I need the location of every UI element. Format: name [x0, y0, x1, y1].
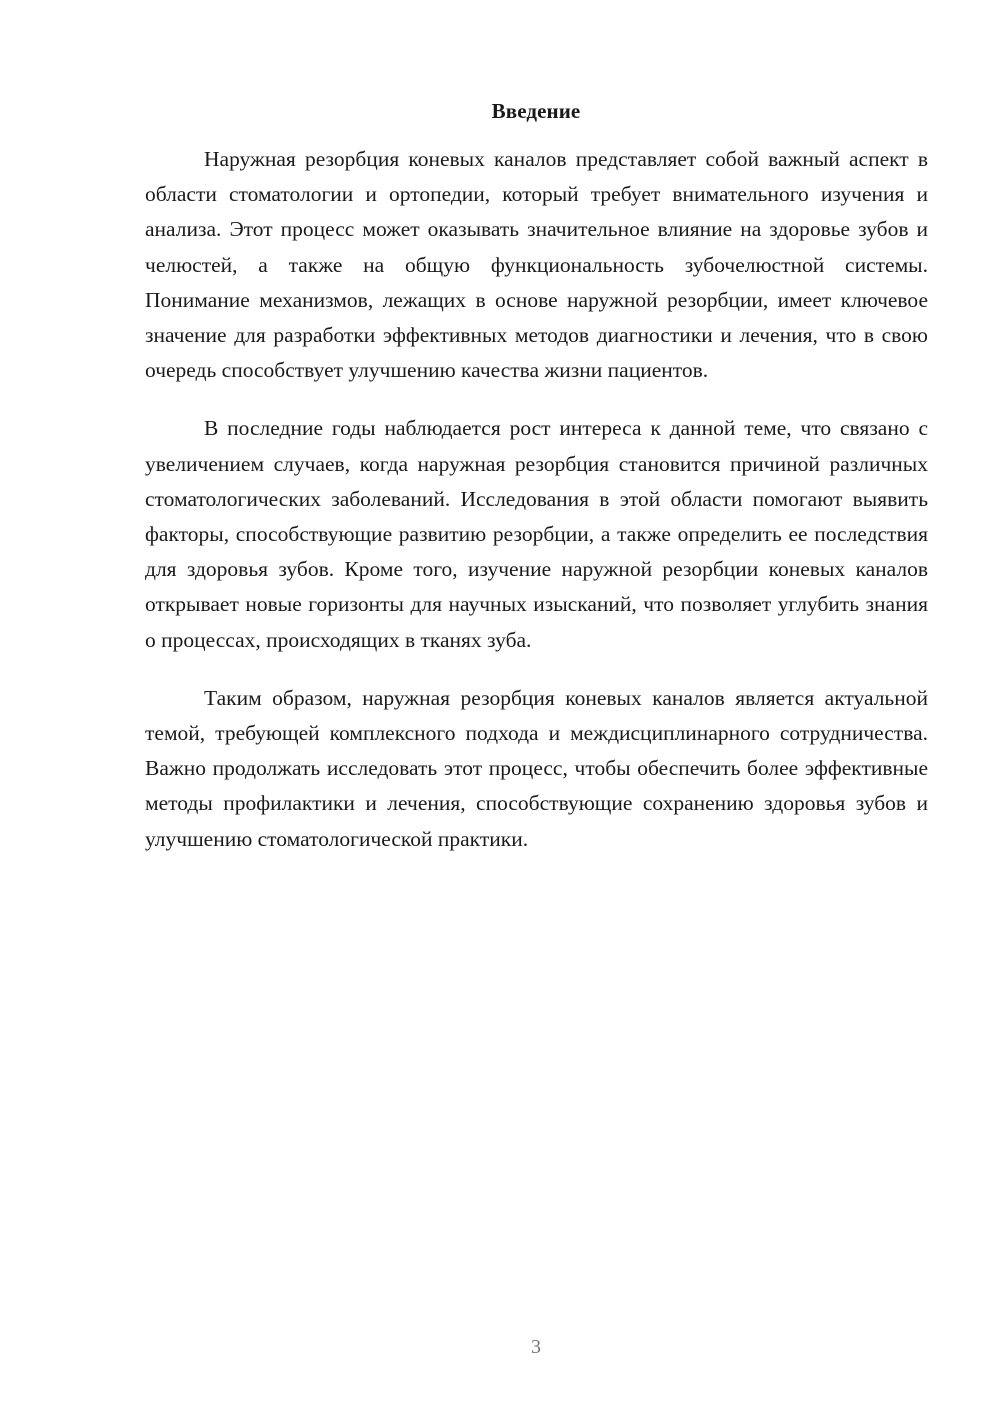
paragraph-2: В последние годы наблюдается рост интереса к данной теме, что связано с увеличением случаев, когда наружная резорбция становится причиной различных стоматологических заболеваний. Исследования в этой области помогают выявить факторы, способствующие развитию резорбции, а также определить ее последствия для здоровья зубов. Кроме того, изучение наружной резорбции коневых каналов открывает новые горизонты для научных изысканий, что позволяет углубить знания о процессах, происходящих в тканях зуба.: [145, 416, 928, 652]
paragraph-1: Наружная резорбция коневых каналов представляет собой важный аспект в области стоматологии и ортопедии, который требует внимательного изучения и анализа. Этот процесс может оказывать значительное влияние на здоровье зубов и челюстей, а также на общую функциональность зубочелюстной системы. Понимание механизмов, лежащих в основе наружной резорбции, имеет ключевое значение для разработки эффективных методов диагностики и лечения, что в свою очередь способствует улучшению качества жизни пациентов.: [145, 147, 928, 383]
paragraph-3: Таким образом, наружная резорбция коневых каналов является актуальной темой, требующей комплексного подхода и междисциплинарного сотрудничества. Важно продолжать исследовать этот процесс, чтобы обеспечить более эффективные методы профилактики и лечения, способствующие сохранению здоровья зубов и улучшению стоматологической практики.: [145, 685, 928, 851]
section-title: Введение: [491, 99, 581, 123]
page-number: 3: [531, 1336, 541, 1358]
body-text: [145, 142, 928, 857]
